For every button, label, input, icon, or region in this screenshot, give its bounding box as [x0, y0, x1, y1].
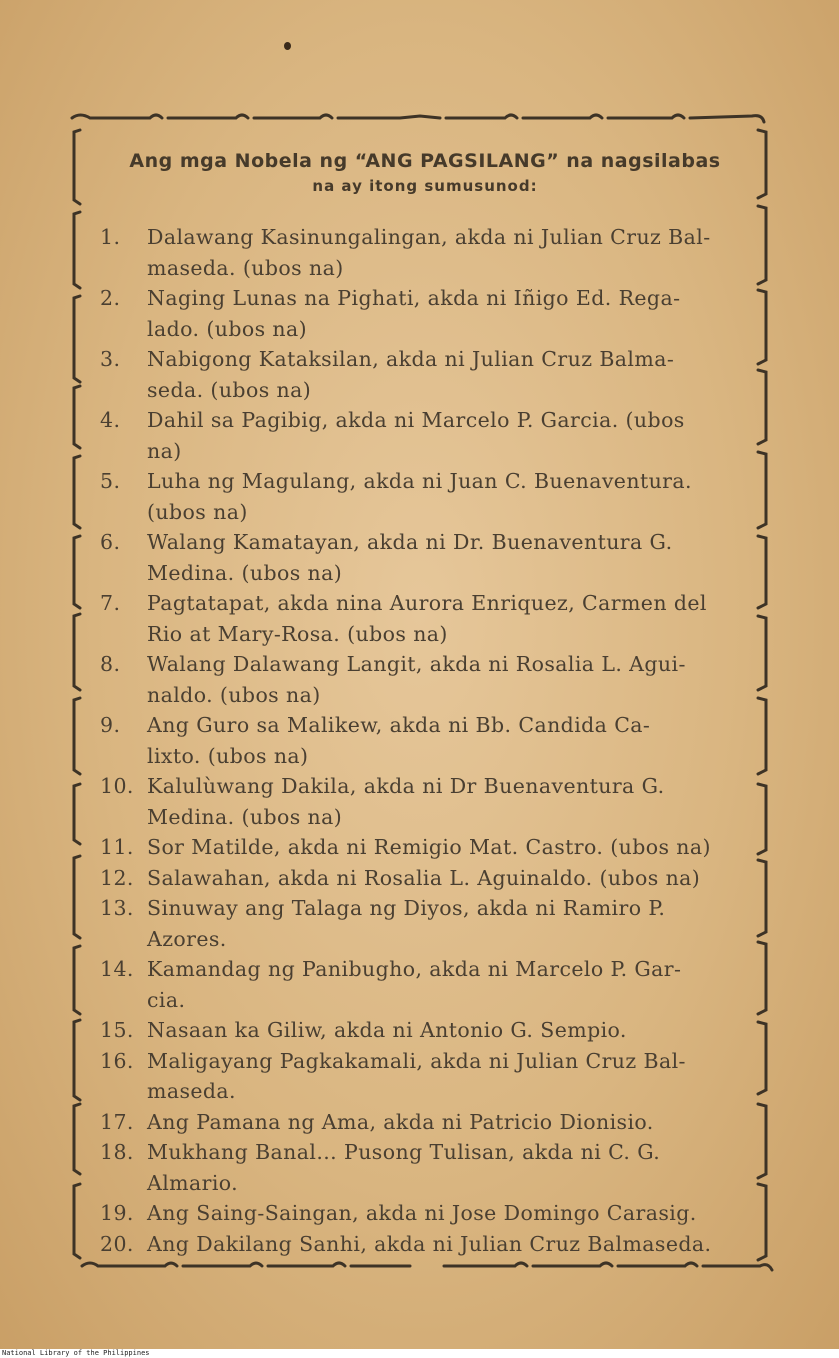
novel-number: 20.	[100, 1231, 134, 1256]
novel-number: 9.	[100, 713, 121, 737]
novel-entry-line: maseda.	[147, 1079, 236, 1103]
novel-list-item	[100, 283, 760, 344]
novel-number: 18.	[100, 1140, 134, 1164]
novel-number: 8.	[100, 652, 121, 676]
novel-number: 3.	[100, 347, 121, 371]
novel-list-item	[100, 954, 760, 1015]
novel-entry-line: Kamandag ng Panibugho, akda ni Marcelo P. Gar-	[147, 957, 682, 981]
novel-list-item	[100, 710, 760, 771]
novel-entry-line: Mukhang Banal... Pusong Tulisan, akda ni C. G.	[147, 1140, 661, 1164]
novel-entry-line: Sor Matilde, akda ni Remigio Mat. Castro. (ubos na)	[147, 835, 711, 859]
novel-list-item	[100, 1137, 760, 1198]
novel-number: 19.	[100, 1201, 134, 1225]
novel-entry-line: seda. (ubos na)	[147, 377, 312, 402]
novel-entry-line: Ang Dakilang Sanhi, akda ni Julian Cruz Balmaseda.	[147, 1231, 712, 1256]
novel-number: 2.	[100, 286, 121, 310]
novel-list-item	[100, 1046, 760, 1107]
novel-list	[100, 222, 760, 1259]
novel-list-item	[100, 1107, 760, 1138]
novel-list-item	[100, 466, 760, 527]
novel-entry-line: cia.	[147, 987, 186, 1012]
list-heading	[95, 148, 755, 198]
novel-number: 12.	[100, 865, 134, 890]
novel-entry-line: Walang Kamatayan, akda ni Dr. Buenaventura G.	[147, 530, 673, 554]
novel-entry-line: (ubos na)	[147, 499, 248, 524]
novel-entry-line: Nasaan ka Giliw, akda ni Antonio G. Sempio.	[147, 1018, 627, 1042]
novel-list-item	[100, 649, 760, 710]
novel-entry-line: Medina. (ubos na)	[147, 804, 343, 829]
novel-entry-line: Medina. (ubos na)	[147, 560, 343, 585]
novel-number: 4.	[100, 408, 121, 432]
novel-list-item	[100, 222, 760, 283]
novel-list-item	[100, 588, 760, 649]
novel-entry-line: maseda. (ubos na)	[147, 255, 344, 280]
novel-number: 15.	[100, 1018, 134, 1042]
novel-number: 5.	[100, 469, 121, 493]
novel-entry-line: naldo. (ubos na)	[147, 682, 321, 707]
novel-number: 14.	[100, 957, 134, 981]
novel-list-item	[100, 832, 760, 863]
novel-list-item	[100, 893, 760, 954]
novel-entry-line: Kalulùwang Dakila, akda ni Dr Buenaventura G.	[147, 774, 665, 798]
novel-entry-line: Naging Lunas na Pighati, akda ni Iñigo Ed. Rega-	[147, 286, 681, 310]
novel-entry-line: Pagtatapat, akda nina Aurora Enriquez, Carmen del	[147, 591, 707, 615]
novel-entry-line: lado. (ubos na)	[147, 316, 308, 341]
novel-entry-line: Nabigong Kataksilan, akda ni Julian Cruz Balma-	[147, 347, 675, 371]
source-label: National Library of the Philippines	[0, 1349, 839, 1358]
novel-entry-line: Maligayang Pagkakamali, akda ni Julian Cruz Bal-	[147, 1048, 686, 1073]
novel-entry-line: na)	[147, 438, 182, 463]
novel-list-item	[100, 863, 760, 894]
novel-entry-line: Salawahan, akda ni Rosalia L. Aguinaldo. (ubos na)	[147, 865, 701, 890]
novel-number: 11.	[100, 835, 134, 859]
novel-entry-line: lixto. (ubos na)	[147, 743, 309, 768]
novel-number: 17.	[100, 1109, 134, 1134]
novel-entry-line: Ang Pamana ng Ama, akda ni Patricio Dionisio.	[147, 1109, 654, 1134]
novel-entry-line: Ang Saing-Saingan, akda ni Jose Domingo Carasig.	[147, 1201, 697, 1225]
novel-list-item	[100, 771, 760, 832]
novel-list-item	[100, 1229, 760, 1260]
novel-list-item	[100, 405, 760, 466]
novel-list-item	[100, 1015, 760, 1046]
novel-list-item	[100, 1198, 760, 1229]
novel-number: 13.	[100, 896, 134, 920]
novel-number: 7.	[100, 591, 121, 615]
novel-entry-line: Rio at Mary-Rosa. (ubos na)	[147, 621, 448, 646]
novel-entry-line: Dalawang Kasinungalingan, akda ni Julian Cruz Bal-	[147, 225, 711, 249]
novel-number: 1.	[100, 225, 121, 249]
novel-entry-line: Dahil sa Pagibig, akda ni Marcelo P. Garcia. (ubos	[147, 408, 685, 432]
novel-entry-line: Azores.	[147, 926, 227, 951]
novel-list-item	[100, 344, 760, 405]
novel-number: 6.	[100, 530, 121, 554]
novel-entry-line: Ang Guro sa Malikew, akda ni Bb. Candida Ca-	[147, 713, 651, 737]
novel-number: 16.	[100, 1048, 134, 1073]
novel-list-item	[100, 527, 760, 588]
heading-line-2: na ay itong sumusunod:	[312, 177, 538, 195]
novel-number: 10.	[100, 774, 134, 798]
novel-entry-line: Almario.	[147, 1170, 239, 1195]
novel-entry-line: Luha ng Magulang, akda ni Juan C. Buenaventura.	[147, 469, 692, 493]
heading-line-1: Ang mga Nobela ng “ANG PAGSILANG” na nagsilabas	[129, 150, 721, 172]
novel-entry-line: Walang Dalawang Langit, akda ni Rosalia L. Agui-	[147, 652, 686, 676]
novel-entry-line: Sinuway ang Talaga ng Diyos, akda ni Ramiro P.	[147, 896, 666, 920]
